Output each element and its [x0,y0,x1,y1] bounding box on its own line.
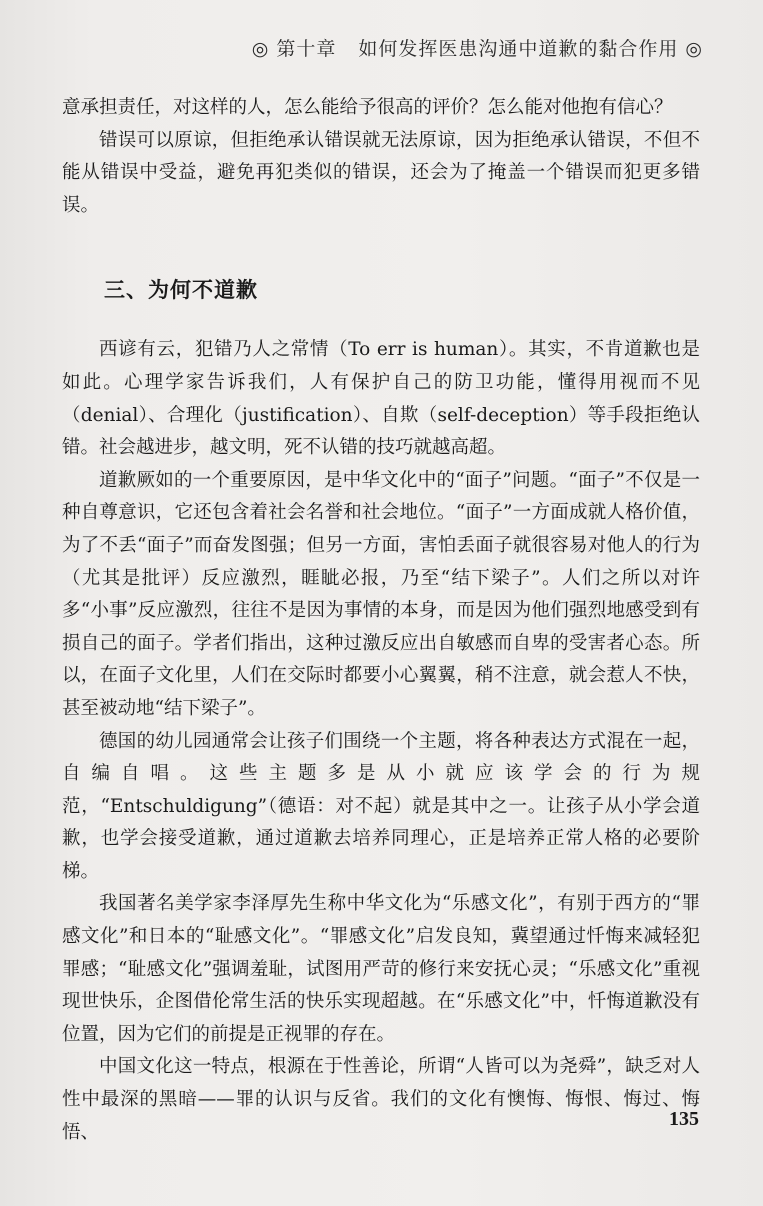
paragraph-7: 中国文化这一特点，根源在于性善论，所谓“人皆可以为尧舜”，缺乏对人性中最深的黑暗——罪的认识与反省。我们的文化有懊悔、悔恨、悔过、悔悟、 [62,1056,700,1143]
page-number: 135 [669,1108,699,1130]
paragraph-2: 错误可以原谅，但拒绝承认错误就无法原谅，因为拒绝承认错误，不但不能从错误中受益，避免再犯类似的错误，还会为了掩盖一个错误而犯更多错误。 [62,129,700,216]
paragraph-1: 意承担责任，对这样的人，怎么能给予很高的评价？怎么能对他抱有信心？ [62,97,673,118]
header-chapter-title: 如何发挥医患沟通中道歉的黏合作用 ◎ [358,38,703,60]
paragraph-6: 我国著名美学家李泽厚先生称中华文化为“乐感文化”，有别于西方的“罪感文化”和日本的“耻感文化”。“罪感文化”启发良知，冀望通过忏悔来减轻犯罪感；“耻感文化”强调羞耻，试图用严苛的修行来安抚心灵；“乐感文化”重视现世快乐，企图借伦常生活的快乐实现超越。在“乐感文化”中，忏悔道歉没有位置，因为它们的前提是正视罪的存在。 [62,893,700,1045]
paragraph-4: 道歉厥如的一个重要原因，是中华文化中的“面子”问题。“面子”不仅是一种自尊意识，它还包含着社会名誉和社会地位。“面子”一方面成就人格价值，为了不丢“面子”而奋发图强；但另一方面，害怕丢面子就很容易对他人的行为（尤其是批评）反应激烈，睚眦必报，乃至“结下梁子”。人们之所以对许多“小事”反应激烈，往往不是因为事情的本身，而是因为他们强烈地感受到有损自己的面子。学者们指出，这种过激反应出自敏感而自卑的受害者心态。所以，在面子文化里，人们在交际时都要小心翼翼，稍不注意，就会惹人不快，甚至被动地“结下梁子”。 [62,469,700,719]
page-body [62,92,700,1149]
running-header [252,34,703,61]
paragraph-3: 西谚有云，犯错乃人之常情（To err is human）。其实，不肯道歉也是如此。心理学家告诉我们，人有保护自己的防卫功能，懂得用视而不见（denial）、合理化（justification）、自欺（self-deception）等手段拒绝认错。社会越进步，越文明，死不认错的技巧就越高超。 [62,339,700,459]
header-chapter-label: ◎ 第十章 [251,38,337,60]
paragraph-5: 德国的幼儿园通常会让孩子们围绕一个主题，将各种表达方式混在一起，自编自唱。这些主题多是从小就应该学会的行为规范，“Entschuldigung”（德语：对不起）就是其中之一。让孩子从小学会道歉，也学会接受道歉，通过道歉去培养同理心，正是培养正常人格的必要阶梯。 [62,730,700,882]
section-heading: 三、为何不道歉 [104,278,258,303]
